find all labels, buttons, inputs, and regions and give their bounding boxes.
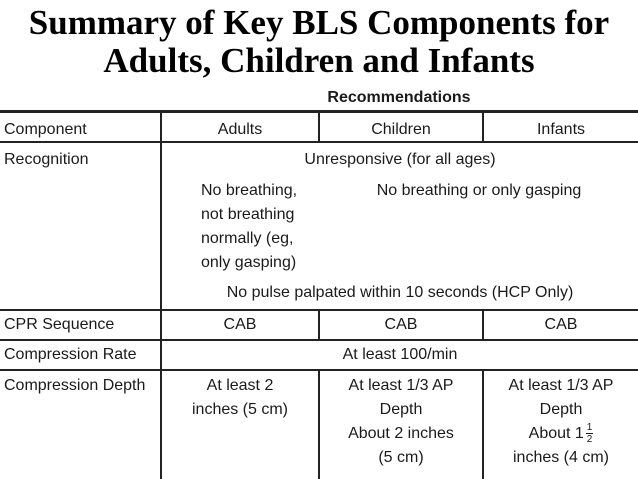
recognition-no-pulse: No pulse palpated within 10 seconds (HCP Only) [226, 284, 574, 301]
infants-column-header: Infants [536, 121, 586, 138]
page-title [0, 4, 638, 80]
component-column-header: Component [4, 121, 87, 138]
recognition-adults-line-1: No breathing, [201, 182, 298, 199]
depth-infants-line-3 [484, 421, 638, 447]
depth-adults-line-2: inches (5 cm) [191, 401, 289, 418]
compression-depth-label: Compression Depth [4, 377, 146, 394]
cpr-sequence-adults: CAB [223, 316, 257, 333]
title-line-2: Adults, Children and Infants [103, 41, 535, 80]
depth-adults-line-1: At least 2 [206, 377, 274, 394]
recognition-children-infants: No breathing or only gasping [376, 182, 582, 199]
depth-children-line-3: About 2 inches [348, 425, 454, 442]
compression-rate-value: At least 100/min [342, 346, 458, 363]
recognition-adults-line-4: only gasping) [201, 254, 297, 271]
depth-infants-line-2: Depth [539, 401, 583, 418]
recognition-adults-line-2: not breathing [201, 206, 295, 223]
depth-children-line-1: At least 1/3 AP [348, 377, 454, 394]
cpr-sequence-infants: CAB [544, 316, 578, 333]
title-line-1: Summary of Key BLS Components for [28, 3, 610, 42]
compression-rate-label: Compression Rate [4, 346, 137, 363]
fraction-numerator: 1 [586, 422, 593, 434]
fraction-denominator: 2 [586, 434, 593, 446]
recognition-unresponsive: Unresponsive (for all ages) [304, 151, 496, 168]
cpr-sequence-children: CAB [384, 316, 418, 333]
depth-infants-about: About 1 [528, 425, 584, 442]
recognition-label: Recognition [4, 151, 89, 168]
half-fraction [586, 422, 594, 445]
depth-children-line-2: Depth [379, 401, 423, 418]
depth-children-line-4: (5 cm) [378, 449, 424, 466]
cpr-sequence-label: CPR Sequence [4, 316, 115, 333]
recognition-adults-line-3: normally (eg, [201, 230, 294, 247]
adults-column-header: Adults [217, 121, 263, 138]
children-column-header: Children [371, 121, 431, 138]
depth-infants-line-1: At least 1/3 AP [508, 377, 614, 394]
recommendations-header: Recommendations [327, 89, 471, 106]
depth-infants-line-4: inches (4 cm) [512, 449, 610, 466]
